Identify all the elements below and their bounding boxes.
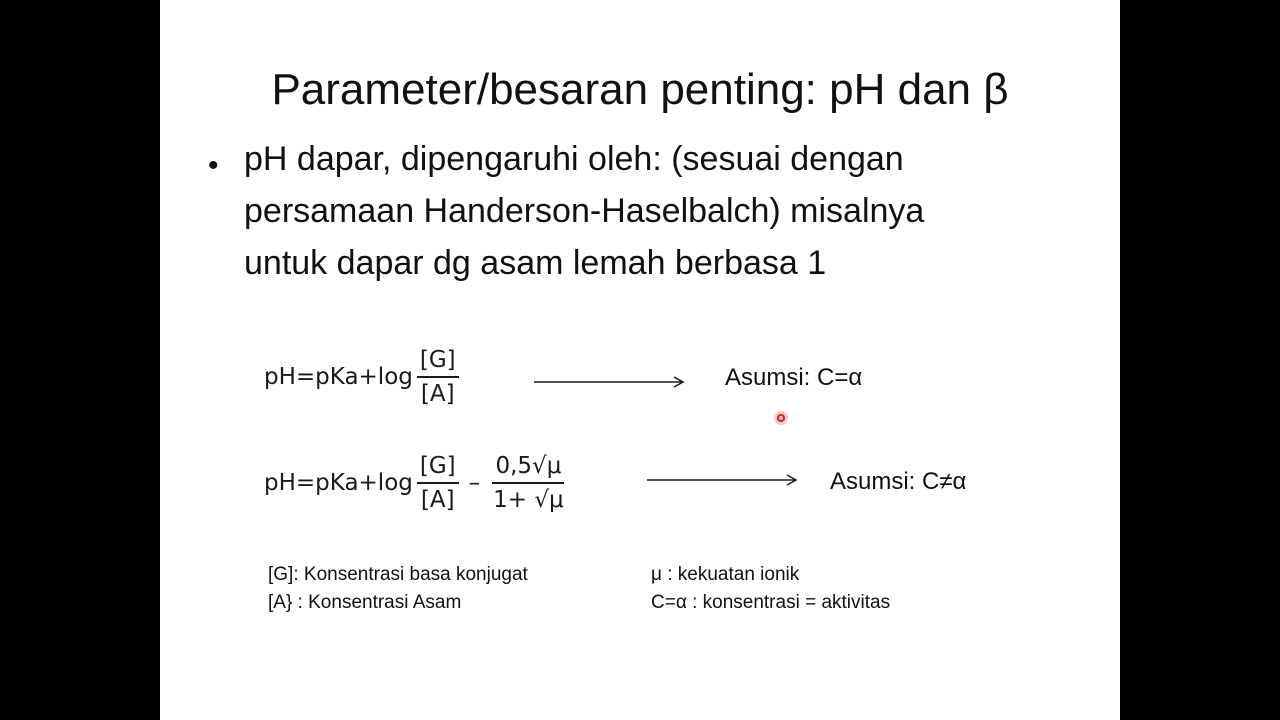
formula-2-correction-denominator: 1+ √μ (493, 487, 564, 513)
formula-2-numerator: [G] (417, 452, 459, 484)
bullet-icon: • (208, 149, 219, 182)
assumption-1: Asumsi: C=α (725, 364, 863, 391)
formula-2 (264, 452, 571, 514)
legend-mu: μ : kekuatan ionik (651, 564, 800, 585)
slide-title: Parameter/besaran penting: pH dan β (271, 65, 1009, 114)
formula-2-fraction (417, 452, 459, 514)
formula-2-correction (490, 452, 567, 514)
assumption-2: Asumsi: C≠α (830, 468, 967, 495)
legend-g: [G]: Konsentrasi basa konjugat (268, 564, 528, 585)
bullet-line-2: persamaan Handerson-Haselbalch) misalnya (244, 192, 925, 230)
formula-1-fraction (417, 346, 459, 408)
formula-1-numerator: [G] (417, 346, 459, 378)
slide (160, 0, 1120, 720)
bullet-line-3: untuk dapar dg asam lemah berbasa 1 (244, 244, 827, 282)
formula-1-denominator: [A] (420, 381, 455, 407)
pointer-dot-icon (774, 411, 788, 425)
formula-2-correction-numerator: 0,5√μ (492, 452, 564, 484)
legend-c: C=α : konsentrasi = aktivitas (651, 592, 891, 613)
bullet-line-1: pH dapar, dipengaruhi oleh: (sesuai dengan (244, 140, 904, 178)
formula-1-lhs: pH=pKa+log (264, 364, 413, 390)
arrow-right-icon (647, 472, 799, 488)
formula-2-denominator: [A] (420, 487, 455, 513)
formula-1 (264, 346, 463, 408)
arrow-right-icon (534, 374, 686, 390)
formula-2-minus: – (468, 470, 481, 496)
formula-2-lhs: pH=pKa+log (264, 470, 413, 496)
legend-a: [A} : Konsentrasi Asam (268, 592, 462, 613)
